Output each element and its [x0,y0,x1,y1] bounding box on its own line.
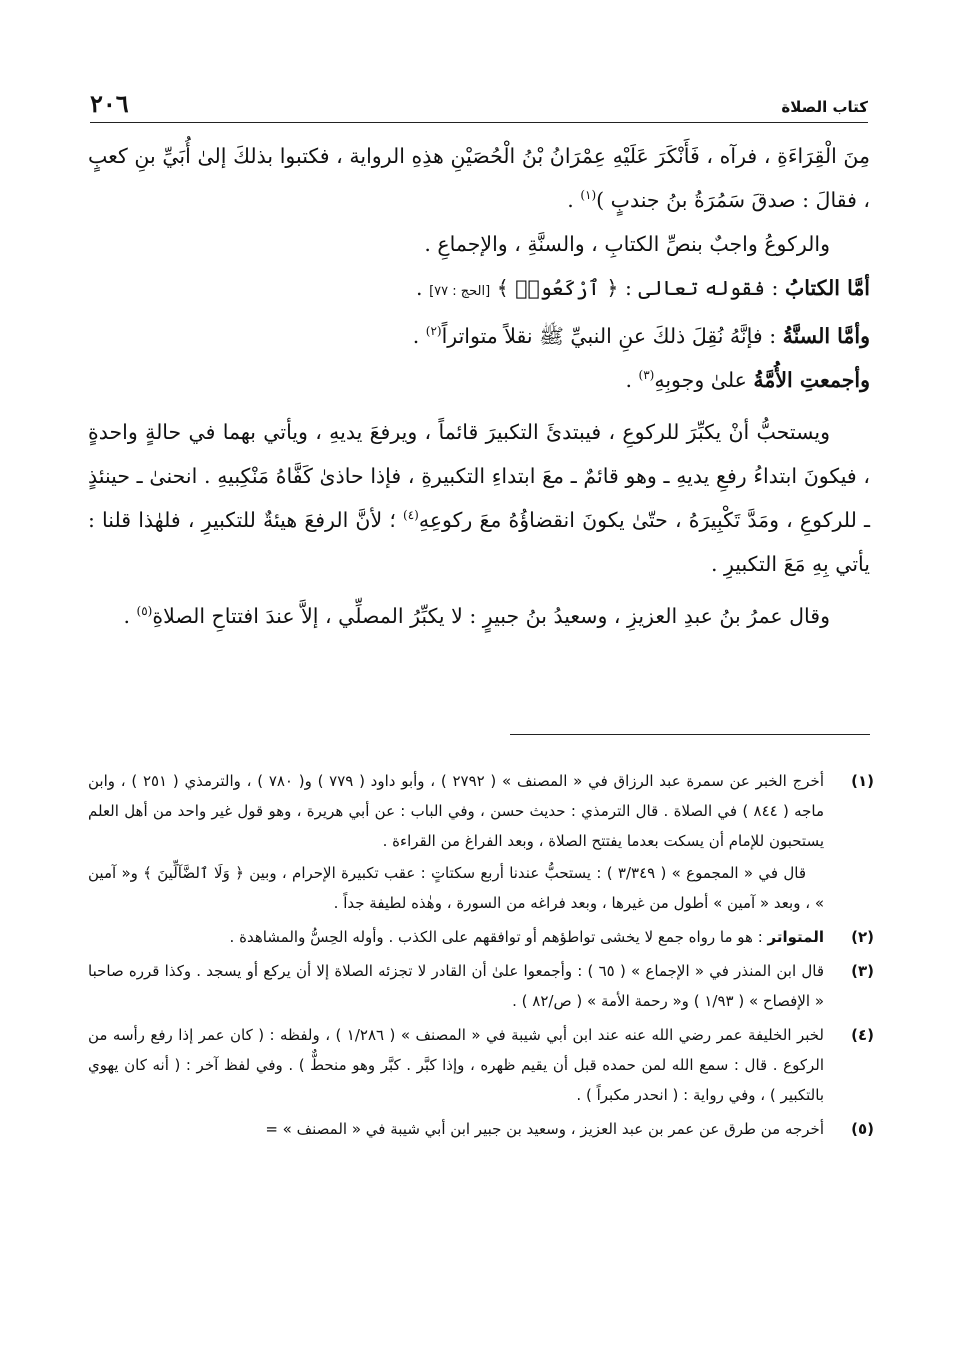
paragraph-2: والركوعُ واجبٌ بنصِّ الكتابِ ، والسنَّةِ ، والإجماعِ . [424,232,830,256]
footnote-4 [88,1020,874,1110]
paragraph-3-lead: أمَّا الكتابُ [784,276,870,300]
footnote-ref-3[interactable]: (٣) [638,368,655,383]
footnote-text: قال ابن المنذر في « الإجماع » ( ٦٥ ) : وأجمعوا علىٰ أن القادر لا تجزئه الصلاة إلا أن يركع أو يسجد . وكذا قرره صاحبا « الإفصاح » ( ١/٩٣ ) و« رحمة الأمة » ( ص/٨٢ ) . [88,962,825,1010]
footnote-subtext: قال في « المجموع » ( ٣/٣٤٩ ) : يستحبُّ عندنا أربع سكتاتٍ : عقب تكبيرة الإحرام ، وبين ﴿ وَلَا ٱلضَّآلِّينَ ﴾ و« آمين » ، وبعد « آمين » أطول من غيرها ، وبعد فراغه من السورة ، وهٰذه لطيفة جداً . [88,864,824,912]
footnote-number: (٢) [851,928,874,946]
footnotes [88,766,874,1148]
footnote-text: أخرج الخبر عن سمرة عبد الرزاق في « المصنف » ( ٢٧٩٢ ) ، وأبو داود ( ٧٧٩ ) و( ٧٨٠ ) ، والترمذي ( ٢٥١ ) ، وابن ماجه ( ٨٤٤ ) في الصلاة . قال الترمذي : حديث حسن ، وفي الباب : عن أبي هريرة ، وهو قول غير واحد من أهل العلم يستحبون للإمام أن يسكت بعدما يفتتح الصلاة ، وبعد الفراغ من القراءة . [88,772,825,850]
quran-reference: [الحج : ٧٧] [429,284,491,299]
paragraph-4-lead: وأمَّا السنَّةُ [782,324,870,348]
footnote-5 [88,1114,874,1144]
footnote-separator [510,734,870,735]
paragraph-6: ويستحبُّ أنْ يكبِّرَ للركوعِ ، فيبتدئَ التكبيرَ قائماً ، ويرفعَ يديهِ ، ويأتي بهما في حالةٍ واحدةٍ ، فيكونَ ابتداءُ رفعِ يديهِ ـ وهو قائمٌ ـ معَ ابتداءِ التكبيرةِ ، فإذا حاذىٰ كَفَّاهُ مَنْكِبيهِ . انحنىٰ ـ حينئذٍ ـ للركوعِ ، ومَدَّ تَكْبِيرَهُ ، حتّىٰ يكونَ انقضاؤُهُ معَ ركوعِهِ$^{(٤)}$ ؛ لأنَّ الرفعَ هيئةٌ للتكبيرِ ، فلهٰذا قلنا : يأتي بِهِ مَعَ التكبيرِ . [88,420,870,576]
page-number: ٢٠٦ [90,89,129,118]
footnote-number: (٤) [851,1026,874,1044]
paragraph-7: وقال عمرُ بنُ عبدِ العزيزِ ، وسعيدُ بنُ جبيرٍ : لا يكبِّرُ المصلِّي ، إلاَّ عندَ افتتاحِ الصلاةِ$^{(٥)}$ . [123,604,830,628]
footnote-number: (٥) [851,1120,874,1138]
footnote-number: (١) [851,772,874,790]
running-title: كتاب الصلاة [781,98,868,116]
main-text [88,134,870,638]
footnote-text: : هو ما رواه جمع لا يخشى تواطؤهم أو توافقهم على الكذب . وأوله الحِسُّ والمشاهدة . [229,928,768,946]
paragraph-1: مِنَ الْقِرَاءَةِ ، فرآه ، فَأَنْكَرَ عَلَيْهِ عِمْرَانُ بْنُ الْحُصَيْنِ هذِهِ الرواية ، فكتبوا بذلكَ إلىٰ أُبَيِّ بنِ كعبٍ ، فقالَ : صدقَ سَمُرَةُ بنُ جندبٍ )$^{(١)}$ . [88,144,870,212]
footnote-text: أخرجه من طرق عن عمر بن عبد العزيز ، وسعيد بن جبير ابن أبي شيبة في « المصنف » = [265,1120,824,1138]
page-header [90,86,868,123]
paragraph-5-lead: وأجمعتِ الأُمَّةُ [753,368,870,392]
paragraph-4: وأمَّا السنَّةُ : فإنَّهُ نُقِلَ ذلكَ عنِ النبيِّ ﷺ نقلاً متواتراً$^{(٢)}$ . [412,324,870,348]
paragraph-3: أمَّا الكتابُ : فقوله تعالى : ﴿ ٱرْكَعُوا۟ ﴾ [الحج : ٧٧] . [416,276,870,300]
footnote-text: لخبر الخليفة عمر رضي الله عنه عند ابن أبي شيبة في « المصنف » ( ١/٢٨٦ ) ، ولفظه : ( كان عمر إذا رفع رأسه من الركوع . قال : سمع الله لمن حمده قبل أن يقيم ظهره ، وإذا كبَّر . كبَّر وهو منحطٌّ ) . وفي لفظ آخر : ( أنه كان يهوي بالتكبير ) ، وفي رواية : ( انحدر مكبراً ) . [88,1026,825,1104]
footnote-number: (٣) [851,962,874,980]
footnote-ref-4[interactable]: (٤) [403,508,419,523]
footnote-1 [88,766,874,918]
footnote-3 [88,956,874,1016]
footnote-ref-5[interactable]: (٥) [136,604,153,619]
footnote-ref-2[interactable]: (٢) [425,324,442,339]
footnote-2 [88,922,874,952]
footnote-term: المتواتر [767,928,824,946]
paragraph-5: وأجمعتِ الأُمَّةُ علىٰ وجوبِهِ$^{(٣)}$ . [625,368,870,392]
footnote-ref-1[interactable]: (١) [580,188,597,203]
